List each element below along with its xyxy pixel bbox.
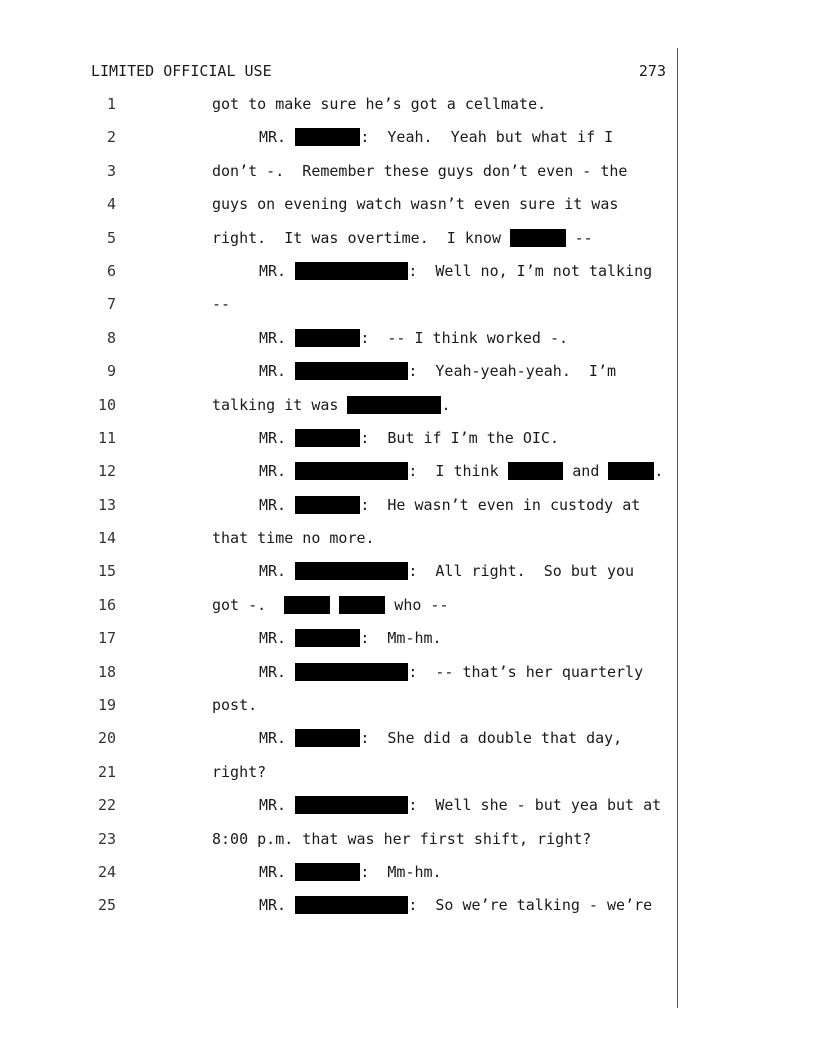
- text-segment: MR.: [259, 128, 296, 147]
- text-segment: : I think: [408, 462, 508, 481]
- text-segment: : Mm-hm.: [360, 862, 442, 881]
- transcript-lines: [0, 95, 816, 930]
- redaction-block: [295, 329, 360, 347]
- text-segment: --: [212, 295, 231, 314]
- text-segment: : Well she - but yea but at: [408, 796, 662, 815]
- line-number: 12: [97, 462, 116, 481]
- redaction-block: [339, 596, 385, 614]
- line-number: 11: [97, 428, 116, 447]
- transcript-line: [0, 763, 816, 796]
- line-text: [212, 195, 618, 213]
- text-segment: MR.: [259, 662, 296, 681]
- line-number: 24: [97, 862, 116, 881]
- transcript-line: [0, 396, 816, 429]
- transcript-line: [0, 629, 816, 662]
- line-text: [212, 162, 627, 180]
- text-segment: : She did a double that day,: [360, 729, 623, 748]
- line-number: 19: [97, 696, 116, 715]
- text-segment: don’t -. Remember these guys don’t even - the: [212, 161, 628, 180]
- text-segment: : But if I’m the OIC.: [360, 428, 559, 447]
- redaction-block: [295, 362, 408, 380]
- transcript-line: [0, 496, 816, 529]
- text-segment: that time no more.: [212, 529, 375, 548]
- transcript-line: [0, 229, 816, 262]
- redaction-block: [295, 562, 408, 580]
- text-segment: got -.: [212, 595, 285, 614]
- text-segment: MR.: [259, 562, 296, 581]
- line-text: [212, 396, 451, 414]
- text-segment: : -- that’s her quarterly: [408, 662, 644, 681]
- line-number: 8: [106, 328, 116, 347]
- text-segment: MR.: [259, 428, 296, 447]
- line-text: [259, 729, 622, 747]
- transcript-line: [0, 729, 816, 762]
- line-text: [212, 95, 546, 113]
- line-number: 17: [97, 629, 116, 648]
- redaction-block: [295, 663, 408, 681]
- line-number: 10: [97, 395, 116, 414]
- redaction-block: [295, 128, 360, 146]
- text-segment: MR.: [259, 862, 296, 881]
- line-text: [259, 496, 640, 514]
- text-segment: : Mm-hm.: [360, 629, 442, 648]
- line-text: [212, 295, 230, 313]
- transcript-line: [0, 95, 816, 128]
- text-segment: MR.: [259, 796, 296, 815]
- text-segment: MR.: [259, 362, 296, 381]
- redaction-block: [295, 462, 408, 480]
- text-segment: --: [565, 228, 593, 247]
- line-number: 7: [106, 295, 116, 314]
- page-number: 273: [638, 62, 666, 80]
- text-segment: MR.: [259, 261, 296, 280]
- line-text: [212, 229, 593, 247]
- line-number: 4: [106, 195, 116, 214]
- transcript-line: [0, 462, 816, 495]
- transcript-line: [0, 162, 816, 195]
- line-number: 14: [97, 529, 116, 548]
- text-segment: post.: [212, 696, 258, 715]
- line-text: [259, 896, 652, 914]
- line-number: 20: [97, 729, 116, 748]
- text-segment: : Well no, I’m not talking: [408, 261, 653, 280]
- line-text: [259, 629, 442, 647]
- line-number: 2: [106, 128, 116, 147]
- text-segment: right?: [212, 762, 267, 781]
- text-segment: .: [441, 395, 451, 414]
- transcript-line: [0, 195, 816, 228]
- line-text: [259, 462, 663, 480]
- text-segment: talking it was: [212, 395, 348, 414]
- text-segment: : He wasn’t even in custody at: [360, 495, 641, 514]
- text-segment: MR.: [259, 729, 296, 748]
- line-number: 1: [106, 95, 116, 113]
- line-number: 9: [106, 362, 116, 381]
- line-number: 3: [106, 161, 116, 180]
- line-number: 18: [97, 662, 116, 681]
- text-segment: MR.: [259, 328, 296, 347]
- redaction-block: [295, 796, 408, 814]
- text-segment: : All right. So but you: [408, 562, 635, 581]
- redaction-block: [510, 229, 566, 247]
- line-number: 23: [97, 829, 116, 848]
- line-number: 25: [97, 896, 116, 915]
- redaction-block: [284, 596, 330, 614]
- line-text: [259, 362, 616, 380]
- line-text: [259, 329, 568, 347]
- redaction-block: [295, 262, 408, 280]
- line-text: [212, 763, 266, 781]
- transcript-line: [0, 295, 816, 328]
- text-segment: and: [563, 462, 609, 481]
- line-text: [259, 863, 442, 881]
- transcript-line: [0, 663, 816, 696]
- line-text: [259, 128, 613, 146]
- transcript-line: [0, 863, 816, 896]
- line-text: [259, 429, 559, 447]
- redaction-block: [608, 462, 654, 480]
- redaction-block: [295, 863, 360, 881]
- text-segment: : Yeah-yeah-yeah. I’m: [408, 362, 617, 381]
- transcript-line: [0, 596, 816, 629]
- line-number: 13: [97, 495, 116, 514]
- text-segment: MR.: [259, 462, 296, 481]
- redaction-block: [295, 496, 360, 514]
- text-segment: MR.: [259, 896, 296, 915]
- line-text: [259, 262, 652, 280]
- transcript-line: [0, 896, 816, 929]
- line-text: [259, 663, 643, 681]
- redaction-block: [508, 462, 564, 480]
- line-number: 16: [97, 595, 116, 614]
- line-number: 6: [106, 261, 116, 280]
- line-text: [259, 562, 634, 580]
- transcript-line: [0, 128, 816, 161]
- text-segment: : -- I think worked -.: [360, 328, 569, 347]
- line-text: [212, 696, 257, 714]
- text-segment: .: [654, 462, 664, 481]
- redaction-block: [295, 629, 360, 647]
- line-text: [259, 796, 661, 814]
- redaction-block: [295, 729, 360, 747]
- transcript-line: [0, 362, 816, 395]
- line-text: [212, 596, 449, 614]
- text-segment: who --: [385, 595, 449, 614]
- line-text: [212, 529, 375, 547]
- transcript-line: [0, 329, 816, 362]
- text-segment: guys on evening watch wasn’t even sure it was: [212, 195, 619, 214]
- line-number: 21: [97, 762, 116, 781]
- transcript-line: [0, 262, 816, 295]
- text-segment: got to make sure he’s got a cellmate.: [212, 95, 547, 113]
- classification-header: LIMITED OFFICIAL USE: [91, 62, 272, 80]
- transcript-line: [0, 529, 816, 562]
- transcript-line: [0, 429, 816, 462]
- transcript-line: [0, 796, 816, 829]
- line-number: 22: [97, 796, 116, 815]
- line-number: 15: [97, 562, 116, 581]
- redaction-block: [295, 896, 408, 914]
- text-segment: 8:00 p.m. that was her first shift, right?: [212, 829, 592, 848]
- redaction-block: [347, 396, 441, 414]
- line-number: 5: [106, 228, 116, 247]
- text-segment: MR.: [259, 495, 296, 514]
- line-text: [212, 830, 591, 848]
- text-segment: MR.: [259, 629, 296, 648]
- transcript-line: [0, 696, 816, 729]
- transcript-line: [0, 830, 816, 863]
- text-segment: right. It was overtime. I know: [212, 228, 511, 247]
- transcript-line: [0, 562, 816, 595]
- redaction-block: [295, 429, 360, 447]
- text-segment: : Yeah. Yeah but what if I: [360, 128, 614, 147]
- text-segment: [330, 596, 339, 614]
- text-segment: : So we’re talking - we’re: [408, 896, 653, 915]
